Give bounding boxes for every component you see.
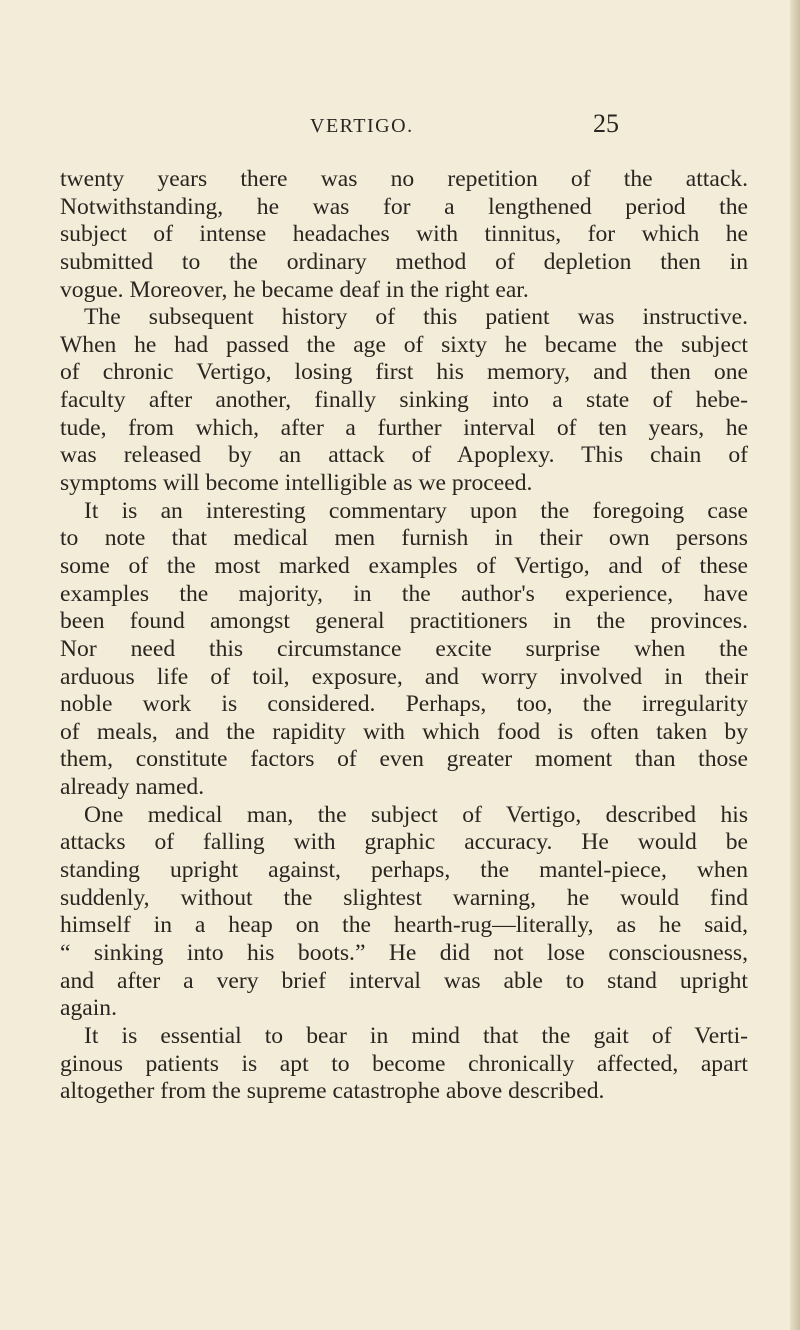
text-line: suddenly, without the slightest warning, he would find [60, 884, 748, 911]
page-number: 25 [593, 109, 619, 138]
text-line: symptoms will become intelligible as we proceed. [60, 470, 533, 497]
text-line: been found amongst general practitioners in the provinces. [60, 608, 748, 635]
running-title: VERTIGO. [310, 115, 414, 137]
body-text [60, 166, 748, 1106]
text-line: subject of intense headaches with tinnitus, for which he [60, 221, 748, 248]
text-line: Notwithstanding, he was for a lengthened period the [60, 193, 748, 220]
paragraph-1 [60, 166, 748, 304]
text-line: of meals, and the rapidity with which food is often taken by [60, 718, 748, 745]
text-line: himself in a heap on the hearth-rug—literally, as he said, [60, 912, 748, 939]
text-line: again. [60, 995, 117, 1022]
text-line: The subsequent history of this patient was instructive. [84, 304, 748, 331]
text-line: was released by an attack of Apoplexy. This chain of [60, 442, 748, 469]
text-line: arduous life of toil, exposure, and worry involved in their [60, 663, 748, 690]
text-line: vogue. Moreover, he became deaf in the right ear. [60, 276, 529, 303]
text-line: altogether from the supreme catastrophe above described. [60, 1078, 605, 1105]
text-line: some of the most marked examples of Vertigo, and of these [60, 552, 748, 579]
text-line: It is essential to bear in mind that the gait of Verti- [84, 1022, 748, 1049]
text-line: and after a very brief interval was able to stand upright [60, 967, 748, 994]
text-line: to note that medical men furnish in their own persons [60, 525, 748, 552]
text-line: It is an interesting commentary upon the foregoing case [84, 497, 748, 524]
text-line: standing upright against, perhaps, the mantel-piece, when [60, 857, 748, 884]
paragraph-4 [60, 802, 748, 1023]
text-line: twenty years there was no repetition of the attack. [60, 166, 748, 192]
text-line: examples the majority, in the author's experience, have [60, 580, 748, 607]
text-line: them, constitute factors of even greater moment than those [60, 746, 748, 773]
text-line: ginous patients is apt to become chronically affected, apart [60, 1050, 748, 1077]
text-line: When he had passed the age of sixty he became the subject [60, 331, 748, 358]
text-line: noble work is considered. Perhaps, too, the irregularity [60, 691, 748, 718]
text-line: already named. [60, 774, 205, 801]
text-line: tude, from which, after a further interval of ten years, he [60, 414, 748, 441]
text-line: Nor need this circumstance excite surprise when the [60, 635, 748, 662]
text-line: submitted to the ordinary method of depletion then in [60, 248, 748, 275]
text-line: attacks of falling with graphic accuracy. He would be [60, 829, 748, 856]
paragraph-5 [60, 1023, 748, 1106]
text-line: One medical man, the subject of Vertigo, described his [84, 801, 748, 828]
text-line: of chronic Vertigo, losing first his memory, and then one [60, 359, 748, 386]
paragraph-2 [60, 304, 748, 497]
paragraph-3 [60, 498, 748, 802]
text-line: “ sinking into his boots.” He did not lose consciousness, [60, 939, 748, 966]
text-line: faculty after another, finally sinking into a state of hebe- [60, 387, 748, 414]
page-header [0, 109, 800, 143]
page-edge [790, 0, 800, 1330]
